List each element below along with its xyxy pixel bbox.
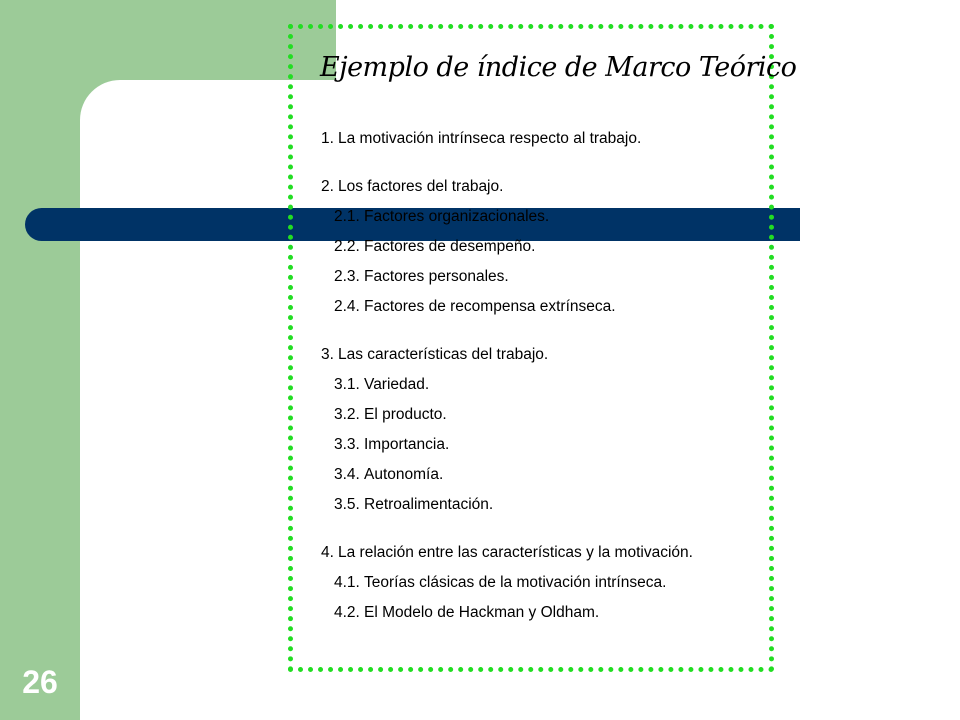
toc-item-number: 2.	[321, 178, 334, 195]
toc-item-text: Los factores del trabajo.	[338, 178, 504, 195]
toc-subitem-number: 3.1.	[334, 376, 360, 393]
toc-item-text: La motivación intrínseca respecto al trabajo.	[338, 130, 642, 147]
toc-subitem-text: Factores de recompensa extrínseca.	[364, 298, 616, 315]
toc-subitem-number: 2.2.	[334, 238, 360, 255]
toc-subitem-text: Importancia.	[364, 436, 450, 453]
toc-subitem-number: 2.1.	[334, 208, 360, 225]
toc-item-number: 3.	[321, 346, 334, 363]
toc-item-text: Las características del trabajo.	[338, 346, 549, 363]
slide-number: 26	[22, 664, 58, 700]
toc-subitem-text: Factores de desempeño.	[364, 238, 536, 255]
toc-subitem-text: Teorías clásicas de la motivación intrínseca.	[364, 574, 667, 591]
slide-title: Ejemplo de índice de Marco Teórico	[320, 52, 797, 83]
background-green-panel	[0, 0, 80, 720]
toc-subitem-text: El Modelo de Hackman y Oldham.	[364, 604, 600, 621]
toc-subitem-text: Factores organizacionales.	[364, 208, 550, 225]
dotted-frame	[288, 24, 797, 672]
toc-item-number: 4.	[321, 544, 334, 561]
toc-subitem-number: 3.4.	[334, 466, 360, 483]
toc-item-number: 1.	[321, 130, 334, 147]
toc-subitem-text: Variedad.	[364, 376, 430, 393]
toc-subitem-text: Autonomía.	[364, 466, 444, 483]
toc-subitem-text: El producto.	[364, 406, 447, 423]
toc-subitem-text: Retroalimentación.	[364, 496, 494, 513]
toc-subitem-number: 3.2.	[334, 406, 360, 423]
toc-subitem-number: 3.5.	[334, 496, 360, 513]
toc-subitem-number: 4.1.	[334, 574, 360, 591]
toc-subitem-number: 4.2.	[334, 604, 360, 621]
toc-item-text: La relación entre las características y la motivación.	[338, 544, 693, 561]
toc-subitem-text: Factores personales.	[364, 268, 509, 285]
toc-subitem-number: 3.3.	[334, 436, 360, 453]
toc-subitem-number: 2.4.	[334, 298, 360, 315]
toc-subitem-number: 2.3.	[334, 268, 360, 285]
